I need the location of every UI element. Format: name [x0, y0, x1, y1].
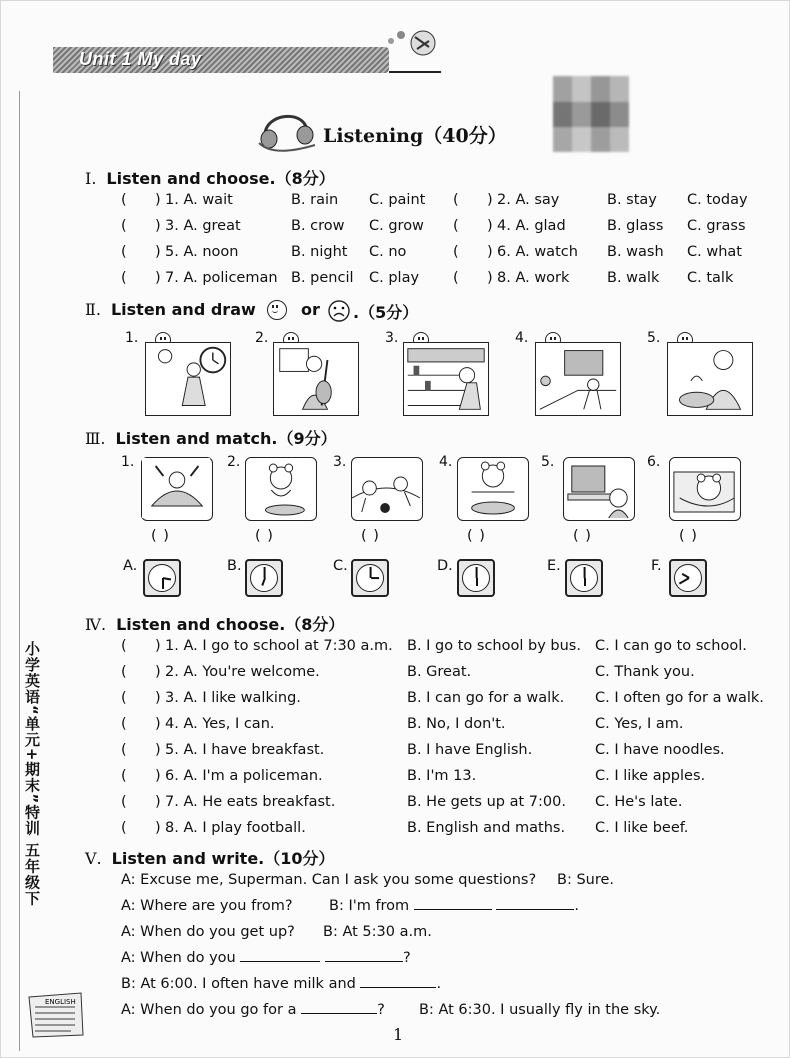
clock-dial-6 [674, 564, 702, 592]
sad-face-icon [327, 299, 351, 323]
s4-row3-bracket-close[interactable]: ) [155, 690, 161, 706]
s1-row2-option-a-2: 4. A. glad [497, 218, 566, 234]
clock-label-5: E. [547, 558, 561, 574]
s1-row1-bracket-open[interactable]: ( [121, 192, 127, 208]
clock-minute-hand-1 [162, 578, 164, 589]
s1-row1-option-a: 1. A. wait [165, 192, 233, 208]
section1-roman: Ⅰ. [85, 169, 97, 188]
section5-title: Listen and write.（10分） [111, 849, 335, 868]
s1-row2-option-c-2: C. grass [687, 218, 746, 234]
s1-row2-option-a: 3. A. great [165, 218, 241, 234]
dialog-line-5-text: B: At 6:00. I often have milk and [121, 976, 356, 992]
s4-row1-bracket-close[interactable]: ) [155, 638, 161, 654]
s1-row4-option-a: 7. A. policeman [165, 270, 278, 286]
section1-title: Listen and choose.（8分） [106, 169, 335, 188]
s4-row6-option-a: 6. A. I'm a policeman. [165, 768, 323, 784]
clock-minute-hand-4 [476, 567, 478, 578]
dialog-line-2a: A: Where are you from? [121, 898, 293, 914]
clock-hour-hand-4 [476, 578, 478, 586]
headphones-icon [255, 105, 319, 153]
clock-icon-2 [245, 559, 283, 597]
s1-row2-option-b-2: B. glass [607, 218, 664, 234]
section2-roman: Ⅱ. [85, 300, 101, 319]
s1-row3-option-c-2: C. what [687, 244, 742, 260]
s4-row7-bracket-close[interactable]: ) [155, 794, 161, 810]
clock-icon-1 [143, 559, 181, 597]
english-book-icon [25, 991, 87, 1039]
book-series-title: 小学英语“单元+期末”特训 五年级下 [23, 641, 41, 907]
section4-heading [85, 612, 344, 635]
s4-row4-option-b: B. No, I don't. [407, 716, 506, 732]
s1-row1-option-b: B. rain [291, 192, 339, 208]
s3-answer-bracket-5[interactable]: ( ) [573, 528, 592, 544]
s4-row2-option-a: 2. A. You're welcome. [165, 664, 320, 680]
s1-row2-bracket-open-2[interactable]: ( [453, 218, 459, 234]
s2-picture-3 [403, 342, 489, 416]
s3-number-5: 5. [541, 454, 555, 470]
unit-title: Unit 1 My day [79, 49, 202, 69]
s1-row4-option-b: B. pencil [291, 270, 354, 286]
s4-row8-bracket-open[interactable]: ( [121, 820, 127, 836]
dialog-line-2b-text: B: I'm from [329, 898, 410, 914]
dialog-line-4-end: ? [402, 950, 411, 966]
s3-picture-4 [457, 457, 529, 521]
s3-answer-bracket-2[interactable]: ( ) [255, 528, 274, 544]
clock-dial-5 [570, 564, 598, 592]
section2-score: .（5分） [353, 303, 419, 322]
s3-answer-bracket-3[interactable]: ( ) [361, 528, 380, 544]
s3-answer-bracket-1[interactable]: ( ) [151, 528, 170, 544]
dialog-line-5-end: . [436, 976, 442, 992]
clock-label-1: A. [123, 558, 138, 574]
s3-picture-6 [669, 457, 741, 521]
s4-row2-option-b: B. Great. [407, 664, 472, 680]
dialog-line-6-text: A: When do you go for a [121, 1002, 297, 1018]
s4-row8-option-c: C. I like beef. [595, 820, 689, 836]
s4-row6-option-c: C. I like apples. [595, 768, 706, 784]
s3-answer-bracket-4[interactable]: ( ) [467, 528, 486, 544]
section2-title-pre: Listen and draw [110, 300, 256, 319]
s4-row2-bracket-open[interactable]: ( [121, 664, 127, 680]
dialog-line-2b [329, 898, 579, 914]
dialog-line-1b: B: Sure. [557, 872, 615, 888]
clock-minute-hand-5 [584, 567, 586, 578]
answer-blank-6[interactable] [301, 1013, 377, 1014]
clock-hour-hand-3 [371, 577, 379, 579]
s1-row1-option-b-2: B. stay [607, 192, 657, 208]
book-badge-text: ENGLISH [45, 998, 76, 1006]
s1-row1-bracket-close-2[interactable]: ) [487, 192, 493, 208]
s4-row4-option-a: 4. A. Yes, I can. [165, 716, 275, 732]
s4-row5-option-c: C. I have noodles. [595, 742, 725, 758]
s1-row3-bracket-open-2[interactable]: ( [453, 244, 459, 260]
s1-row3-option-b-2: B. wash [607, 244, 664, 260]
s1-row1-option-a-2: 2. A. say [497, 192, 560, 208]
s1-row2-option-b: B. crow [291, 218, 345, 234]
s1-row4-option-b-2: B. walk [607, 270, 660, 286]
clock-dial-4 [462, 564, 490, 592]
s4-row5-bracket-close[interactable]: ) [155, 742, 161, 758]
clock-icon-6 [669, 559, 707, 597]
section4-title: Listen and choose.（8分） [116, 615, 345, 634]
clock-label-3: C. [333, 558, 348, 574]
s1-row4-option-c-2: C. talk [687, 270, 734, 286]
answer-blank-1[interactable] [414, 909, 492, 910]
dialog-line-6-end: ? [377, 1002, 385, 1018]
s1-row3-bracket-open[interactable]: ( [121, 244, 127, 260]
clock-hour-hand-5 [584, 578, 586, 586]
s4-row3-option-c: C. I often go for a walk. [595, 690, 764, 706]
s3-number-4: 4. [439, 454, 453, 470]
s1-row3-option-c: C. no [369, 244, 407, 260]
dialog-line-3b: B: At 5:30 a.m. [323, 924, 432, 940]
s4-row4-option-c: C. Yes, I am. [595, 716, 684, 732]
s2-picture-5 [667, 342, 753, 416]
clock-label-4: D. [437, 558, 453, 574]
s1-row4-option-c: C. play [369, 270, 420, 286]
answer-blank-5[interactable] [360, 987, 436, 988]
s2-number-4: 4. [515, 330, 529, 346]
s4-row1-bracket-open[interactable]: ( [121, 638, 127, 654]
s4-row4-bracket-open[interactable]: ( [121, 716, 127, 732]
s4-row6-option-b: B. I'm 13. [407, 768, 477, 784]
s1-row1-option-c: C. paint [369, 192, 426, 208]
dialog-line-6b: B: At 6:30. I usually fly in the sky. [419, 1002, 661, 1018]
s1-row3-bracket-close[interactable]: ) [155, 244, 161, 260]
s3-answer-bracket-6[interactable]: ( ) [679, 528, 698, 544]
binding-line [19, 91, 20, 1051]
answer-blank-3[interactable] [240, 961, 320, 962]
clock-dial-2 [250, 564, 278, 592]
header-dots-icon [383, 27, 445, 73]
smiley-face-icon [267, 300, 287, 320]
s4-row3-bracket-open[interactable]: ( [121, 690, 127, 706]
clock-icon-4 [457, 559, 495, 597]
s1-row1-bracket-open-2[interactable]: ( [453, 192, 459, 208]
page-number: 1 [393, 1025, 404, 1044]
s3-picture-5 [563, 457, 635, 521]
s2-number-2: 2. [255, 330, 269, 346]
clock-icon-5 [565, 559, 603, 597]
s2-picture-4 [535, 342, 621, 416]
s4-row7-bracket-open[interactable]: ( [121, 794, 127, 810]
s3-number-6: 6. [647, 454, 661, 470]
s4-row7-option-b: B. He gets up at 7:00. [407, 794, 566, 810]
s1-row3-bracket-close-2[interactable]: ) [487, 244, 493, 260]
listening-title: Listening（40分） [323, 125, 507, 147]
dialog-line-1a: A: Excuse me, Superman. Can I ask you some questions? [121, 872, 537, 888]
s4-row5-option-b: B. I have English. [407, 742, 533, 758]
section5-roman: Ⅴ. [85, 849, 102, 868]
dialog-line-4 [121, 950, 411, 966]
s4-row3-option-a: 3. A. I like walking. [165, 690, 301, 706]
section3-heading [85, 426, 337, 449]
s3-number-2: 2. [227, 454, 241, 470]
section3-roman: Ⅲ. [85, 429, 106, 448]
s1-row3-option-a-2: 6. A. watch [497, 244, 578, 260]
dialog-line-3a: A: When do you get up? [121, 924, 295, 940]
s1-row2-bracket-close-2[interactable]: ) [487, 218, 493, 234]
s4-row1-option-a: 1. A. I go to school at 7:30 a.m. [165, 638, 393, 654]
dialog-line-4-text: A: When do you [121, 950, 236, 966]
s1-row4-bracket-close-2[interactable]: ) [487, 270, 493, 286]
s4-row1-option-b: B. I go to school by bus. [407, 638, 581, 654]
s4-row8-option-b: B. English and maths. [407, 820, 566, 836]
s2-picture-2 [273, 342, 359, 416]
s4-row5-option-a: 5. A. I have breakfast. [165, 742, 325, 758]
section4-roman: Ⅳ. [85, 615, 107, 634]
s4-row2-bracket-close[interactable]: ) [155, 664, 161, 680]
clock-icon-3 [351, 559, 389, 597]
section1-heading [85, 166, 335, 189]
s4-row2-option-c: C. Thank you. [595, 664, 695, 680]
s4-row8-bracket-close[interactable]: ) [155, 820, 161, 836]
section2-or: or [301, 300, 320, 319]
clock-dial-3 [356, 564, 384, 592]
s3-number-3: 3. [333, 454, 347, 470]
s1-row4-option-a-2: 8. A. work [497, 270, 570, 286]
s4-row7-option-c: C. He's late. [595, 794, 683, 810]
clock-hour-hand-1 [163, 577, 171, 581]
s4-row4-bracket-close[interactable]: ) [155, 716, 161, 732]
s1-row2-option-c: C. grow [369, 218, 424, 234]
s4-row1-option-c: C. I can go to school. [595, 638, 747, 654]
s1-row4-bracket-open[interactable]: ( [121, 270, 127, 286]
answer-blank-2[interactable] [496, 909, 574, 910]
s2-picture-1 [145, 342, 231, 416]
s2-number-3: 3. [385, 330, 399, 346]
s4-row6-bracket-close[interactable]: ) [155, 768, 161, 784]
s4-row3-option-b: B. I can go for a walk. [407, 690, 565, 706]
qr-code [553, 76, 629, 152]
clock-hour-hand-2 [261, 578, 266, 586]
s4-row8-option-a: 8. A. I play football. [165, 820, 306, 836]
s1-row1-bracket-close[interactable]: ) [155, 192, 161, 208]
s2-number-1: 1. [125, 330, 139, 346]
clock-label-6: F. [651, 558, 662, 574]
answer-blank-4[interactable] [325, 961, 403, 962]
s3-picture-2 [245, 457, 317, 521]
s4-row6-bracket-open[interactable]: ( [121, 768, 127, 784]
dialog-line-2-end: . [574, 898, 580, 914]
clock-dial-1 [148, 564, 176, 592]
dialog-line-5 [121, 976, 441, 992]
s1-row3-option-b: B. night [291, 244, 348, 260]
section2-heading [85, 300, 256, 319]
s3-picture-1 [141, 457, 213, 521]
section5-heading [85, 846, 335, 869]
s2-number-5: 5. [647, 330, 661, 346]
s4-row5-bracket-open[interactable]: ( [121, 742, 127, 758]
section3-title: Listen and match.（9分） [115, 429, 337, 448]
clock-minute-hand-2 [264, 567, 266, 578]
clock-label-2: B. [227, 558, 242, 574]
s1-row4-bracket-close[interactable]: ) [155, 270, 161, 286]
s1-row1-option-c-2: C. today [687, 192, 748, 208]
s1-row3-option-a: 5. A. noon [165, 244, 239, 260]
s4-row7-option-a: 7. A. He eats breakfast. [165, 794, 336, 810]
s1-row4-bracket-open-2[interactable]: ( [453, 270, 459, 286]
s1-row2-bracket-close[interactable]: ) [155, 218, 161, 234]
s3-picture-3 [351, 457, 423, 521]
s3-number-1: 1. [121, 454, 135, 470]
s1-row2-bracket-open[interactable]: ( [121, 218, 127, 234]
dialog-line-6 [121, 1002, 385, 1018]
